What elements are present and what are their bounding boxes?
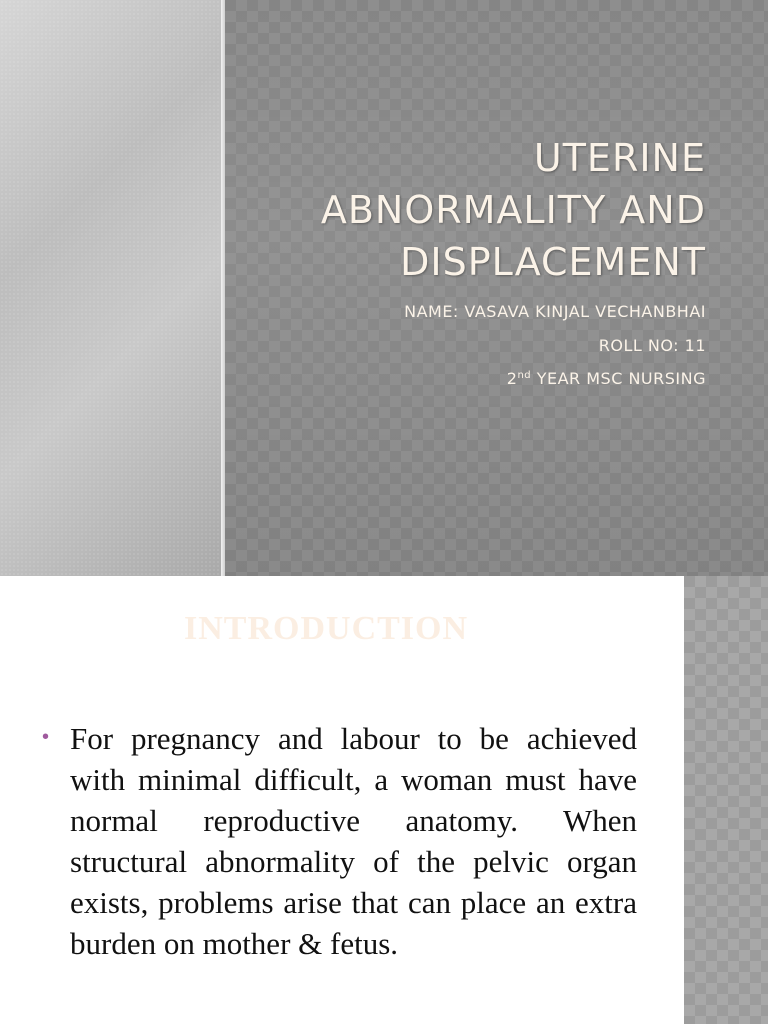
year-course [246, 369, 706, 389]
roll-number: ROLL NO: 11 [598, 336, 706, 355]
year-number: 2 [506, 369, 518, 388]
bullet-dot-icon: • [42, 726, 50, 748]
right-patterned-strip [684, 576, 768, 1024]
introduction-heading: INTRODUCTION [184, 610, 469, 647]
presenter-name: NAME: VASAVA KINJAL VECHANBHAI [404, 302, 706, 321]
introduction-body: For pregnancy and labour to be achieved with minimal difficult, a woman must have normal reproductive anatomy. When structural abnormality of the pelvic organ exists, problems arise that can place an extra burden on mother & fetus. [70, 721, 637, 961]
left-decorative-panel [0, 0, 224, 576]
year-ordinal-suffix: nd [517, 370, 532, 381]
year-course-text: YEAR MSC NURSING [531, 369, 706, 388]
right-patterned-panel [225, 0, 768, 576]
introduction-slide [0, 576, 768, 1024]
slide-title: UTERINE ABNORMALITY AND DISPLACEMENT [320, 136, 706, 284]
